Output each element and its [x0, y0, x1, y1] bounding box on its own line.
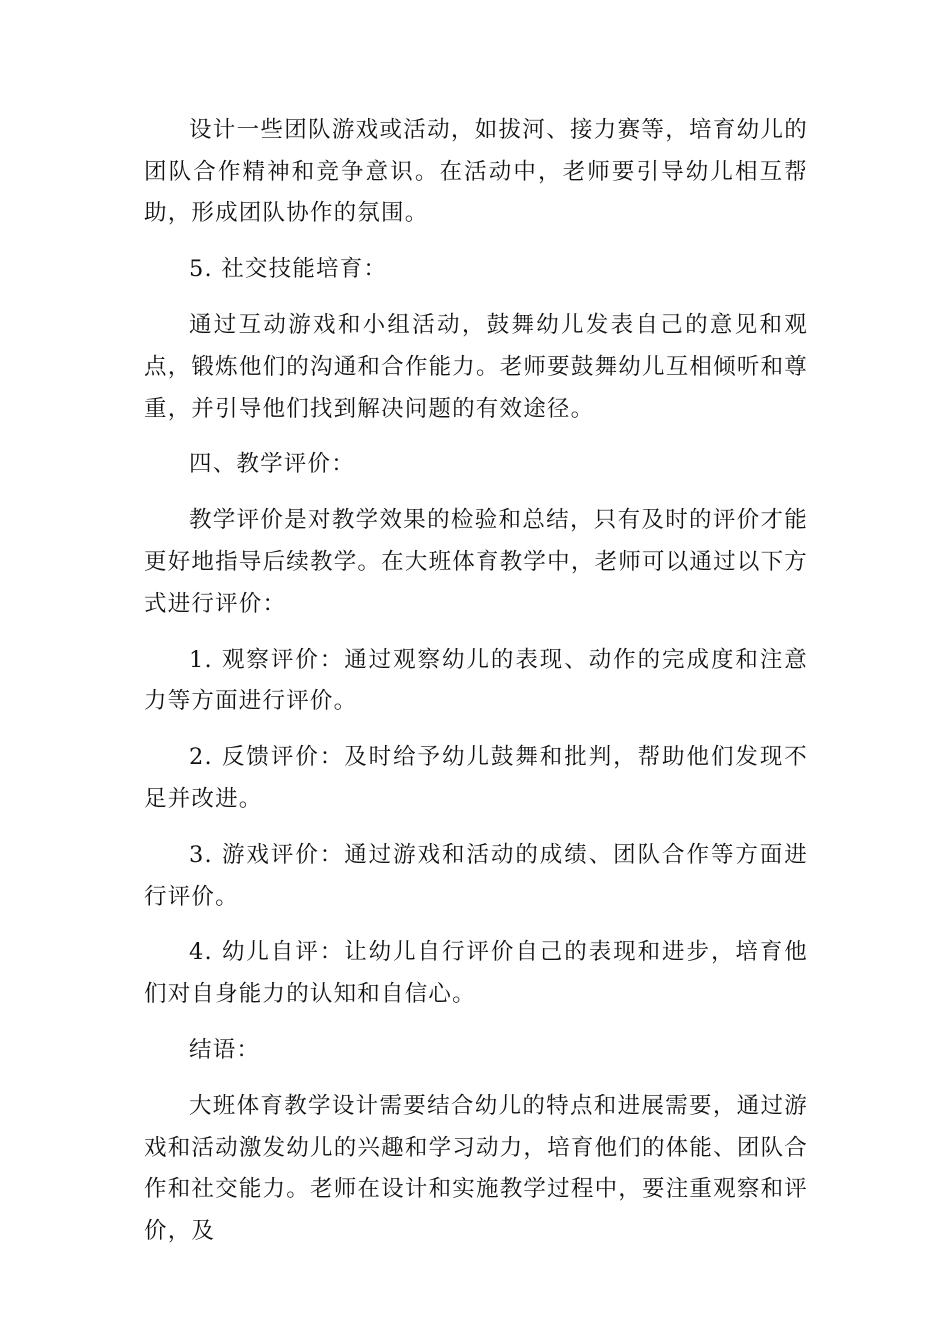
- heading-conclusion: 结语：: [189, 1037, 261, 1064]
- paragraph-teamwork: 设计一些团队游戏或活动，如拔河、接力赛等，培育幼儿的团队合作精神和竞争意识。在活动中，老师要引导幼儿相互帮助，形成团队协作的氛围。: [144, 117, 808, 227]
- document-body: [144, 110, 808, 1267]
- paragraph-conclusion: 大班体育教学设计需要结合幼儿的特点和进展需要，通过游戏和活动激发幼儿的兴趣和学习动力，培育他们的体能、团队合作和社交能力。老师在设计和实施教学过程中，要注重观察和评价，及: [144, 1092, 808, 1245]
- list-item-game: 3. 游戏评价：通过游戏和活动的成绩、团队合作等方面进行评价。: [144, 841, 808, 910]
- list-item-observation: 1. 观察评价：通过观察幼儿的表现、动作的完成度和注意力等方面进行评价。: [144, 646, 808, 715]
- paragraph-evaluation-intro: 教学评价是对教学效果的检验和总结，只有及时的评价才能更好地指导后续教学。在大班体育教学中，老师可以通过以下方式进行评价：: [144, 507, 808, 617]
- paragraph-social-skills: 通过互动游戏和小组活动，鼓舞幼儿发表自己的意见和观点，锻炼他们的沟通和合作能力。老师要鼓舞幼儿互相倾听和尊重，并引导他们找到解决问题的有效途径。: [144, 312, 808, 422]
- heading-social-skills: 5. 社交技能培育：: [189, 256, 388, 283]
- list-item-self-evaluation: 4. 幼儿自评：让幼儿自行评价自己的表现和进步，培育他们对自身能力的认知和自信心。: [144, 939, 808, 1008]
- list-item-feedback: 2. 反馈评价：及时给予幼儿鼓舞和批判，帮助他们发现不足并改进。: [144, 744, 808, 812]
- heading-teaching-evaluation: 四、教学评价：: [189, 451, 355, 478]
